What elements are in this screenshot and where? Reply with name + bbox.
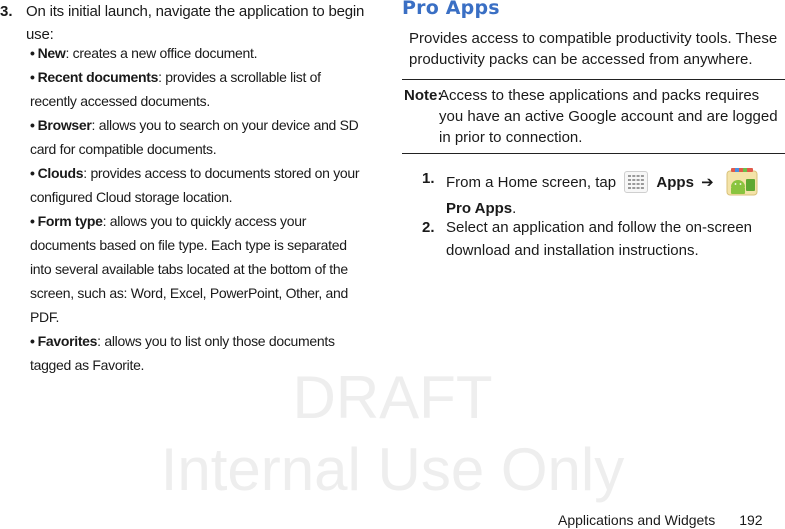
pro-apps-icon [725,167,759,197]
bullet-term: Browser [37,117,92,133]
pro-apps-label: Pro Apps [446,200,513,217]
step-2-number: 2. [422,219,435,236]
watermark-draft: DRAFT [292,364,493,431]
arrow-icon: ➔ [701,174,714,191]
bullet-item-clouds: • Clouds: provides access to documents stored on your configured Cloud storage location. [30,165,360,205]
apps-label: Apps [656,174,694,191]
step-2-text: Select an application and follow the on-screen download and installation instructions. [446,219,753,259]
step-1-text [446,167,785,220]
bullet-desc: : creates a new office document. [65,45,258,61]
bullet-item-browser: • Browser: allows you to search on your device and SD card for compatible documents. [30,117,359,157]
watermark-internal: Internal Use Only [160,436,625,503]
step-number: 3. [0,3,13,20]
bullet-desc: : provides a scrollable list of recently accessed documents. [30,69,321,109]
bullet-term: Form type [37,213,103,229]
step-text: On its initial launch, navigate the application to begin use: [26,3,365,43]
bullet-desc: : allows you to list only those documents tagged as Favorite. [30,333,335,373]
note-bottom-divider [402,153,785,154]
note-text: Access to these applications and packs requires you have an active Google account and are logged in prior to connection. [439,87,778,146]
bullet-term: Clouds [37,165,84,181]
apps-grid-icon [624,171,648,193]
bullet-item-recent: • Recent documents: provides a scrollable list of recently accessed documents. [30,69,321,109]
note-label: Note: [404,87,443,104]
bullet-item-form-type: • Form type: allows you to quickly access your documents based on file type. Each type is separated into several available tabs located at the bottom of the screen, such as: Word, Excel, PowerPoint, Other, and PDF. [30,213,348,325]
bullet-term: New [37,45,66,61]
bullet-item-favorites: • Favorites: allows you to list only those documents tagged as Favorite. [30,333,335,373]
step-1-number: 1. [422,170,435,187]
bullet-desc: : provides access to documents stored on your configured Cloud storage location. [30,165,360,205]
note-top-divider [402,79,785,80]
footer-section: Applications and Widgets [558,512,716,528]
bullet-item-new: • New: creates a new office document. [30,45,258,61]
bullet-list [30,41,370,377]
bullet-term: Favorites [37,333,98,349]
bullet-desc: : allows you to search on your device and SD card for compatible documents. [30,117,359,157]
bullet-desc: : allows you to quickly access your documents based on file type. Each type is separated into several available tabs located at the bottom of the screen, such as: Word, Excel, PowerPoint, Other, and PDF. [30,213,348,325]
page-number: 192 [739,512,763,528]
bullet-term: Recent documents [37,69,159,85]
step-1-post: . [512,200,517,217]
section-intro: Provides access to compatible productivity tools. These productivity packs can be accessed from anywhere. [409,30,778,68]
page-footer [558,511,763,529]
step-1-pre: From a Home screen, tap [446,174,617,191]
section-heading: Pro Apps [402,0,500,19]
